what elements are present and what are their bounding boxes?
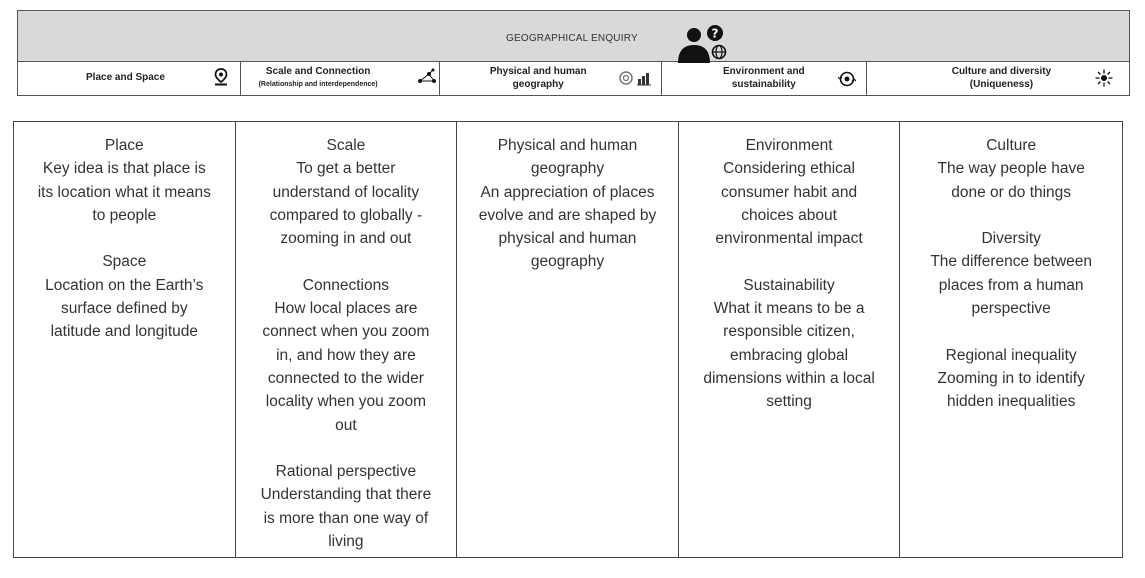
cell-text-line: Understanding that there <box>260 486 432 504</box>
network-icon <box>417 68 437 86</box>
banner-title-bar <box>18 11 1129 62</box>
cell-text-line: geography <box>530 253 605 271</box>
theme-label-line: Physical and human <box>489 66 587 77</box>
cell-text-line: places from a human <box>938 276 1084 294</box>
cell-text-line: embracing global <box>730 346 849 364</box>
svg-text:?: ? <box>711 26 719 41</box>
line-gap <box>900 204 1122 227</box>
cell-text-line: latitude and longitude <box>50 323 198 341</box>
geographical-enquiry-banner <box>17 10 1130 96</box>
cell-text-line: Diversity <box>981 230 1041 248</box>
cell-text-line: To get a better <box>296 160 396 178</box>
theme-sublabel: (Relationship and interdependence) <box>258 81 378 88</box>
cell-text-line: to people <box>92 206 157 224</box>
cell-text-line: geography <box>530 160 605 178</box>
theme-label-line: sustainability <box>731 79 796 90</box>
cell-text-line: is more than one way of <box>263 509 429 527</box>
cell-text-line: perspective <box>971 300 1051 318</box>
cell-text-line: Location on the Earth’s <box>45 276 204 294</box>
cell-text-line: Environment <box>745 137 833 154</box>
cell-text-line: Culture <box>986 137 1037 154</box>
column-environment-and-sustainability <box>679 122 901 557</box>
column-place-and-space <box>14 122 236 557</box>
cell-text-line: zooming in and out <box>280 230 412 248</box>
cell-text-line: Considering ethical <box>723 160 855 178</box>
cell-text-line: locality when you zoom <box>265 393 427 411</box>
theme-physical-and-human <box>440 62 662 96</box>
theme-label-line: Culture and diversity <box>951 66 1052 77</box>
cell-text-line: Key idea is that place is <box>42 160 206 178</box>
line-gap <box>236 437 457 460</box>
line-gap <box>900 320 1122 343</box>
column-culture-and-diversity <box>900 122 1122 557</box>
theme-label <box>488 65 588 91</box>
cell-text-line: out <box>335 416 357 434</box>
theme-scale-and-connection <box>241 62 441 96</box>
cell-text-line: Scale <box>326 137 366 154</box>
cell-text-line: physical and human <box>498 230 637 248</box>
cell-text-line: understand of locality <box>272 183 420 201</box>
cell-text-line: Sustainability <box>743 276 835 294</box>
cell-text-line: An appreciation of places <box>480 183 655 201</box>
cell-text-line: its location what it means <box>37 183 211 201</box>
theme-label-line: Scale and Connection <box>265 66 371 77</box>
cell-text-line: What it means to be a <box>713 300 865 318</box>
cell-text-line: Connections <box>302 276 389 294</box>
cell-text-line: Physical and human <box>497 137 638 154</box>
location-pin-icon <box>214 68 228 86</box>
cell-text-line: Regional inequality <box>945 346 1077 364</box>
theme-place-and-space <box>18 62 241 96</box>
cell-text-line: surface defined by <box>60 300 188 318</box>
theme-label-line: geography <box>512 79 564 90</box>
cell-text-line: hidden inequalities <box>946 393 1076 411</box>
cell-text-line: responsible citizen, <box>723 323 855 341</box>
cell-text-line: in, and how they are <box>276 346 416 364</box>
recycle-globe-icon <box>838 70 856 88</box>
theme-label-line: Environment and <box>722 66 805 77</box>
cell-text-line: Zooming in to identify <box>937 369 1085 387</box>
cell-text-line: done or do things <box>951 183 1072 201</box>
cell-text-line: choices about <box>741 206 837 224</box>
cell-text-line: connected to the wider <box>267 369 424 387</box>
enquiry-content-table <box>13 121 1123 558</box>
cell-text-line: living <box>328 533 364 551</box>
cell-text-line: compared to globally - <box>269 206 423 224</box>
theme-environment-and-sustainability <box>662 62 868 96</box>
cell-text-line: The difference between <box>930 253 1093 271</box>
cell-text-line: How local places are <box>274 300 418 318</box>
enquiry-person-icon <box>673 23 733 63</box>
theme-label <box>259 65 378 91</box>
cell-text-line: connect when you zoom <box>262 323 430 341</box>
theme-row <box>18 62 1129 96</box>
cell-text-line: Space <box>102 253 147 271</box>
theme-label-line: (Uniqueness) <box>969 79 1034 90</box>
cell-text-line: environmental impact <box>715 230 863 248</box>
theme-label <box>714 65 814 91</box>
line-gap <box>236 250 457 273</box>
column-scale-and-connection <box>236 122 458 557</box>
column-physical-and-human <box>457 122 679 557</box>
cell-text-line: dimensions within a local <box>703 369 875 387</box>
cell-text-line: setting <box>766 393 812 411</box>
banner-title: GEOGRAPHICAL ENQUIRY <box>506 33 638 44</box>
cell-text-line: The way people have <box>937 160 1085 178</box>
cell-text-line: Rational perspective <box>275 463 417 481</box>
line-gap <box>679 250 900 273</box>
line-gap <box>14 227 235 250</box>
theme-label: Place and Space <box>86 72 165 83</box>
sun-burst-icon <box>1095 69 1113 87</box>
cell-text-line: Place <box>104 137 144 154</box>
cell-text-line: evolve and are shaped by <box>478 206 657 224</box>
cell-text-line: consumer habit and <box>721 183 858 201</box>
theme-culture-and-diversity <box>867 62 1129 96</box>
physical-human-icon <box>618 70 654 86</box>
theme-label <box>931 65 1071 91</box>
